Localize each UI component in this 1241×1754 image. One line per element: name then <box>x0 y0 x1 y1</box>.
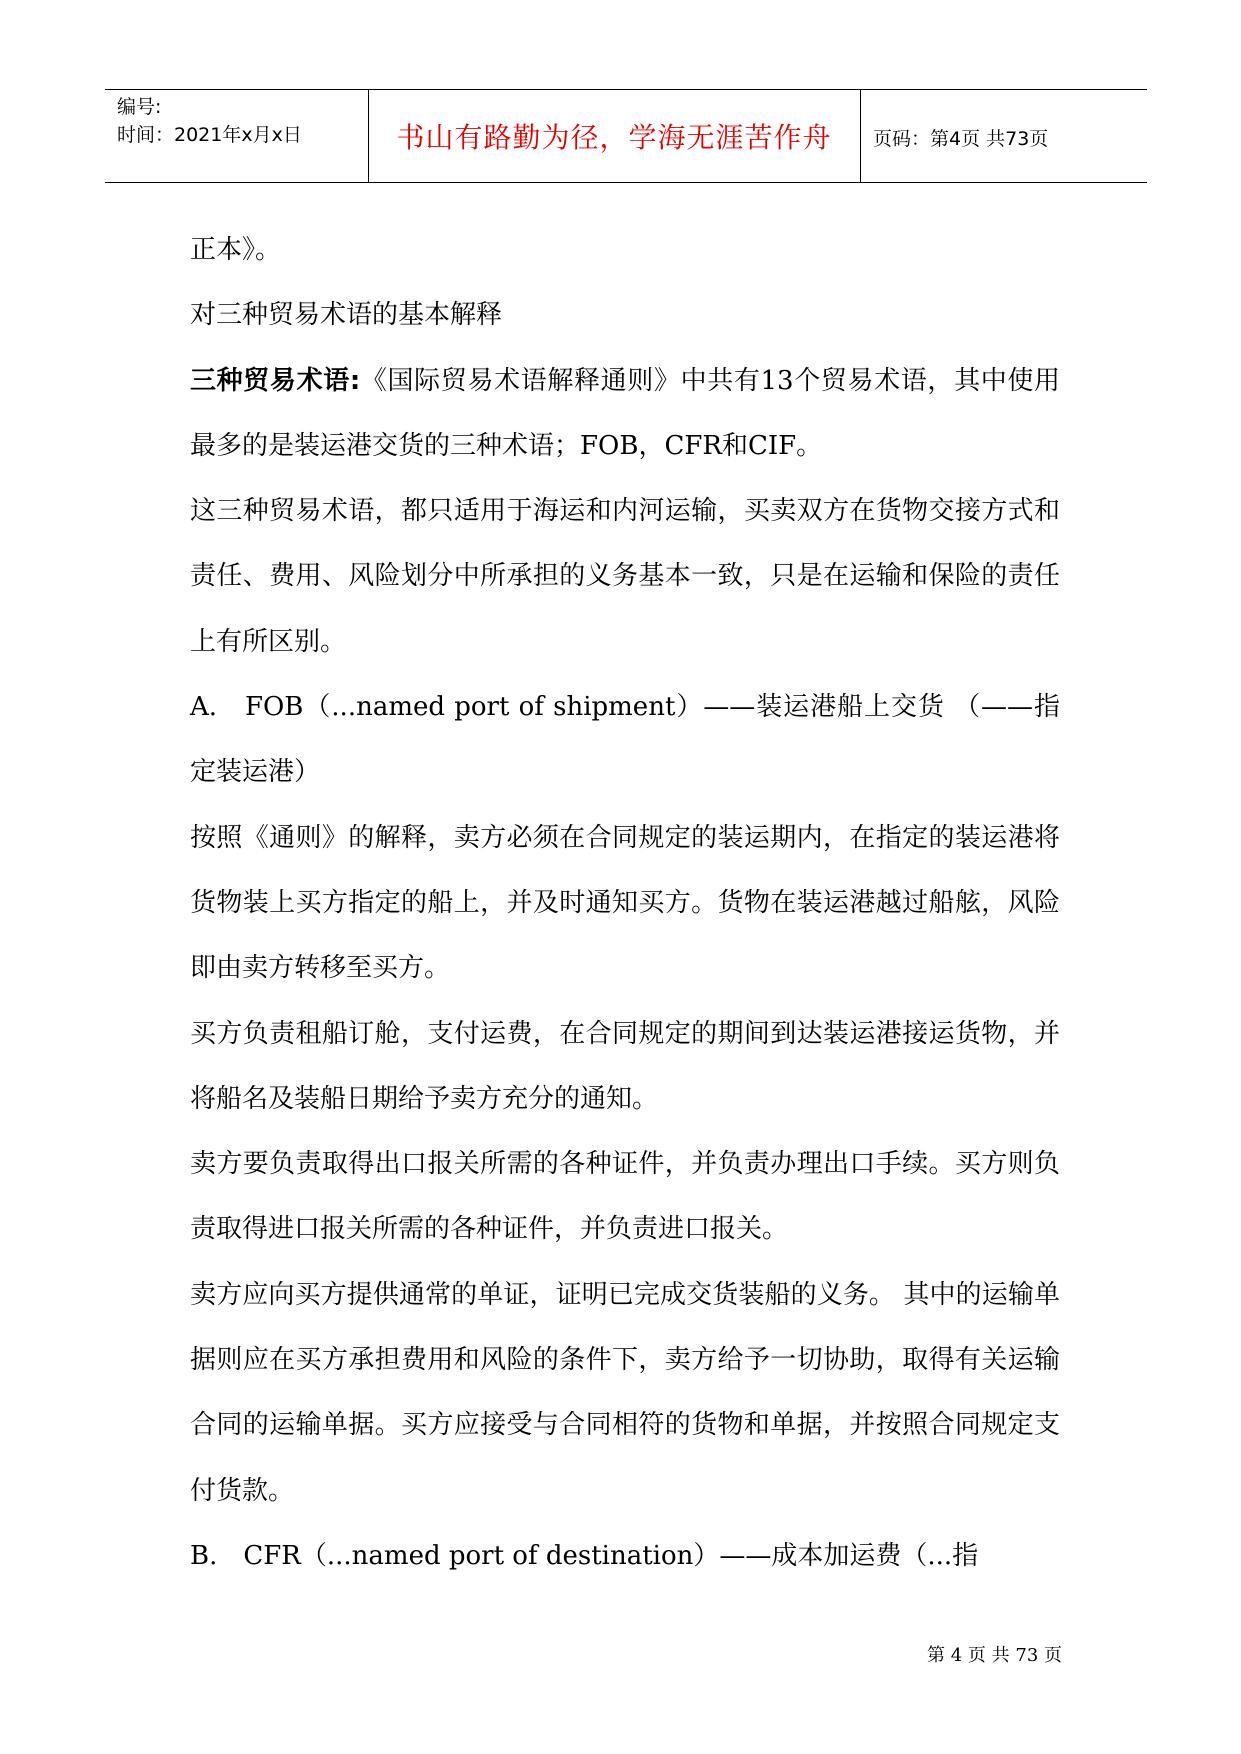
paragraph-3-text: 《国际贸易术语解释通则》中共有13个贸易术语，其中使用最多的是装运港交货的三种术语；FOB，CFR和CIF。 <box>190 365 1060 461</box>
term-heading: 三种贸易术语: <box>190 365 361 396</box>
paragraph-5: A. FOB（...named port of shipment）——装运港船上交货 （——指定装运港） <box>190 692 1060 788</box>
paragraph-10: B. CFR（...named port of destination）——成本加运费（...指 <box>190 1540 979 1571</box>
header-bottom-rule <box>105 182 1147 183</box>
paragraph-8: 卖方要负责取得出口报关所需的各种证件，并负责办理出口手续。买方则负责取得进口报关所需的各种证件，并负责进口报关。 <box>190 1149 1060 1245</box>
header-top-rule <box>105 89 1147 90</box>
paragraph-3 <box>190 349 1060 480</box>
header-time-label: 时间：2021年x月x日 <box>117 124 302 146</box>
paragraph-1: 正本》。 <box>190 235 282 265</box>
header-meta <box>117 93 302 149</box>
header-divider-right <box>860 89 861 182</box>
document-body <box>190 218 1060 1589</box>
paragraph-2: 对三种贸易术语的基本解释 <box>190 300 503 331</box>
paragraph-9: 卖方应向买方提供通常的单证，证明已完成交货装船的义务。 其中的运输单据则应在买方承担费用和风险的条件下，卖方给予一切协助，取得有关运输合同的运输单据。买方应接受与合同相符的货物和单据，并按照合同规定支付货款。 <box>190 1279 1060 1506</box>
page-footer: 第 4 页 共 73 页 <box>927 1645 1062 1666</box>
header-motto: 书山有路勤为径，学海无涯苦作舟 <box>396 121 832 154</box>
paragraph-7: 买方负责租船订舱，支付运费，在合同规定的期间到达装运港接运货物，并将船名及装船日期给予卖方充分的通知。 <box>190 1018 1060 1114</box>
header-divider-left <box>368 89 369 182</box>
paragraph-6: 按照《通则》的解释，卖方必须在合同规定的装运期内，在指定的装运港将货物装上买方指定的船上，并及时通知买方。货物在装运港越过船舷，风险即由卖方转移至买方。 <box>190 822 1060 984</box>
header-number-label: 编号: <box>117 96 162 118</box>
header-page-info: 页码：第4页 共73页 <box>873 128 1049 150</box>
paragraph-4: 这三种贸易术语，都只适用于海运和内河运输，买卖双方在货物交接方式和责任、费用、风险划分中所承担的义务基本一致，只是在运输和保险的责任上有所区别。 <box>190 496 1060 657</box>
